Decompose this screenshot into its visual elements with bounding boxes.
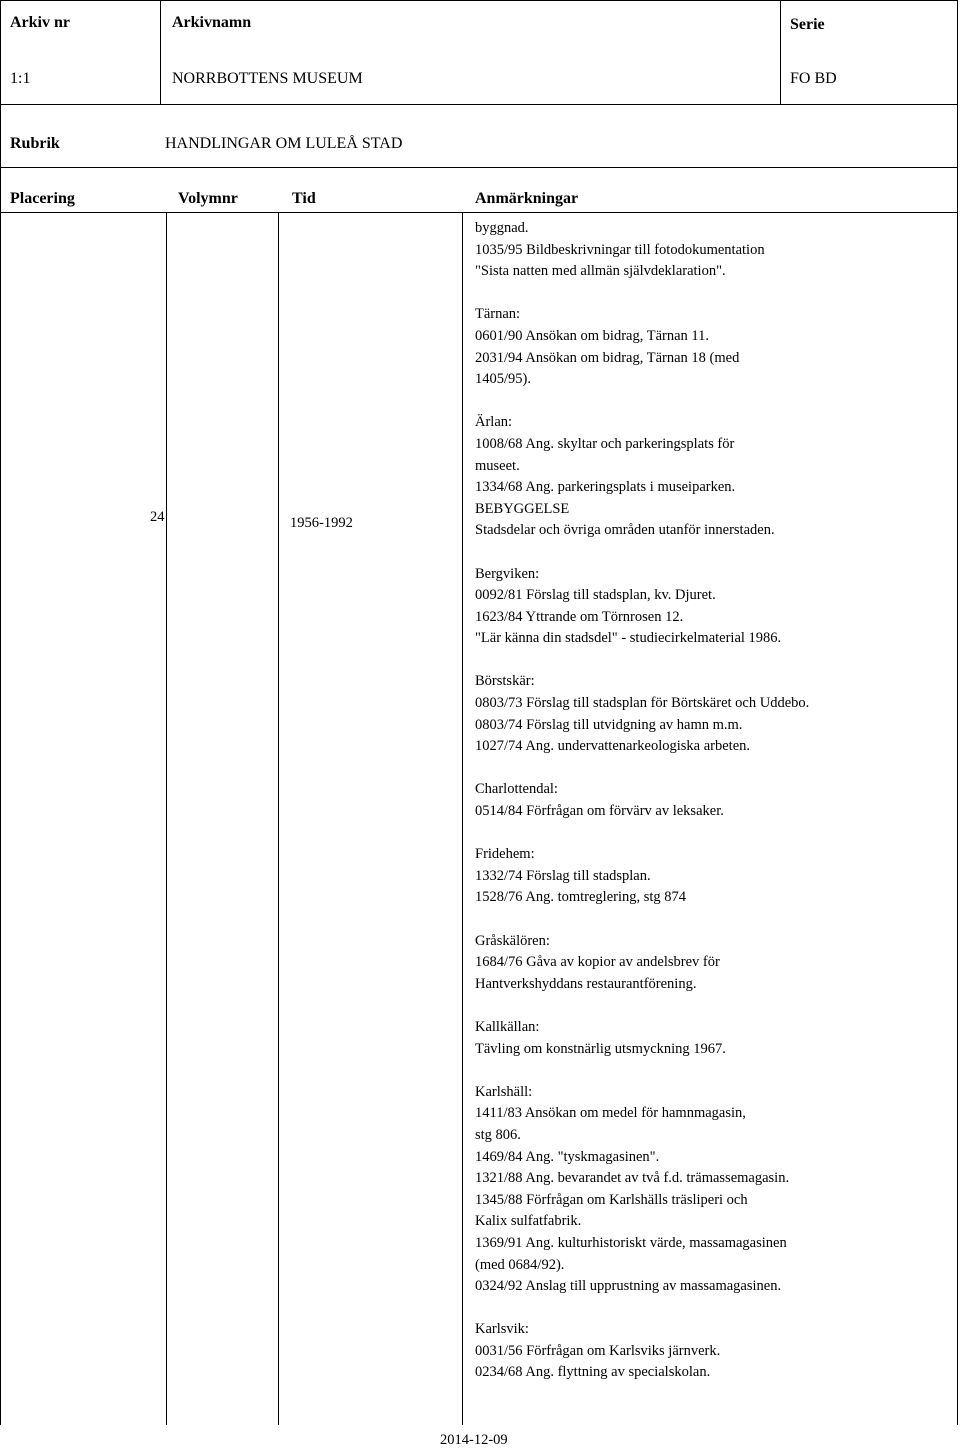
remark-line: Charlottendal:	[475, 781, 558, 798]
remark-line: 1623/84 Yttrande om Törnrosen 12.	[475, 608, 684, 625]
remark-line: 0031/56 Förfrågan om Karlsviks järnverk.	[475, 1342, 721, 1359]
body-right-border	[957, 213, 958, 1425]
remark-line: Kalix sulfatfabrik.	[475, 1213, 582, 1230]
remark-line: 1369/91 Ang. kulturhistoriskt värde, massamagasinen	[475, 1234, 787, 1251]
arkivnr-value: 1:1	[10, 70, 31, 87]
remark-line: Börstskär:	[475, 673, 535, 690]
body-col-divider-2	[278, 213, 279, 1425]
remark-line: Fridehem:	[475, 846, 535, 863]
rubrik-value: HANDLINGAR OM LULEÅ STAD	[165, 135, 403, 152]
header-divider-1	[0, 104, 958, 105]
remark-line: Tävling om konstnärlig utsmyckning 1967.	[475, 1040, 726, 1057]
footer-date: 2014-12-09	[440, 1432, 508, 1448]
remark-line: museet.	[475, 457, 520, 474]
remark-line: 0803/73 Förslag till stadsplan för Börtskäret och Uddebo.	[475, 695, 810, 712]
remark-line	[475, 1298, 945, 1320]
header-col-divider-2	[780, 0, 781, 104]
remark-line: Karlsvik:	[475, 1321, 529, 1338]
remark-line	[475, 995, 945, 1017]
remark-line: "Sista natten med allmän självdeklaration".	[475, 263, 726, 280]
remark-line: 1528/76 Ang. tomtreglering, stg 874	[475, 889, 687, 906]
placering-label: Placering	[10, 190, 75, 207]
tid-label: Tid	[292, 190, 316, 207]
remark-line	[475, 1060, 945, 1082]
rubrik-label: Rubrik	[10, 135, 60, 152]
remark-line: (med 0684/92).	[475, 1256, 565, 1273]
remark-line: 1405/95).	[475, 371, 531, 388]
remark-line: 1684/76 Gåva av kopior av andelsbrev för	[475, 954, 720, 971]
remark-line: Bergviken:	[475, 565, 540, 582]
remark-line	[475, 650, 945, 672]
remark-line: 1035/95 Bildbeskrivningar till fotodokumentation	[475, 241, 765, 258]
remark-line: Stadsdelar och övriga områden utanför innerstaden.	[475, 522, 775, 539]
remark-line	[475, 823, 945, 845]
remark-line: Hantverkshyddans restaurantförening.	[475, 975, 697, 992]
remark-line: 1332/74 Förslag till stadsplan.	[475, 867, 651, 884]
header-col-divider-1	[160, 0, 161, 104]
serie-label: Serie	[790, 16, 825, 33]
remark-line: 2031/94 Ansökan om bidrag, Tärnan 18 (med	[475, 349, 740, 366]
body-col-divider-1	[166, 213, 167, 1425]
remark-line: byggnad.	[475, 220, 529, 236]
remark-line: 1345/88 Förfrågan om Karlshälls träsliperi och	[475, 1191, 748, 1208]
volymnr-label: Volymnr	[178, 190, 238, 207]
tid-value: 1956-1992	[290, 515, 353, 531]
remark-line: 1469/84 Ang. "tyskmagasinen".	[475, 1148, 660, 1165]
remark-line: 0514/84 Förfrågan om förvärv av leksaker.	[475, 803, 724, 820]
remark-line	[475, 542, 945, 564]
volymnr-value: 24	[150, 509, 165, 525]
remark-line: 0092/81 Förslag till stadsplan, kv. Djuret.	[475, 587, 716, 604]
remark-line: 0324/92 Anslag till upprustning av massamagasinen.	[475, 1278, 782, 1295]
remark-line: Kallkällan:	[475, 1018, 540, 1035]
remark-line	[475, 283, 945, 305]
remark-line: "Lär känna din stadsdel" - studiecirkelmaterial 1986.	[475, 630, 782, 647]
remark-line: 1321/88 Ang. bevarandet av två f.d. trämassemagasin.	[475, 1170, 790, 1187]
remarks-list	[475, 218, 945, 1384]
remark-line: 0234/68 Ang. flyttning av specialskolan.	[475, 1364, 711, 1381]
remark-line: Karlshäll:	[475, 1083, 533, 1100]
arkivnr-label: Arkiv nr	[10, 14, 70, 31]
remark-line: 0601/90 Ansökan om bidrag, Tärnan 11.	[475, 327, 709, 344]
serie-value: FO BD	[790, 70, 837, 87]
arkivnamn-label: Arkivnamn	[172, 14, 252, 31]
remark-line: 1008/68 Ang. skyltar och parkeringsplats för	[475, 435, 735, 452]
remark-line: Tärnan:	[475, 306, 521, 323]
remark-line: 1411/83 Ansökan om medel för hamnmagasin,	[475, 1105, 746, 1122]
remark-line: stg 806.	[475, 1126, 521, 1143]
header-divider-2	[0, 167, 958, 168]
remark-line: 1334/68 Ang. parkeringsplats i museiparken.	[475, 479, 736, 496]
remark-line: Gråskälören:	[475, 932, 550, 949]
body-col-divider-3	[462, 213, 463, 1425]
anmarkningar-label: Anmärkningar	[475, 190, 579, 207]
remark-line: 1027/74 Ang. undervattenarkeologiska arbeten.	[475, 738, 751, 755]
remark-line	[475, 391, 945, 413]
remark-line	[475, 758, 945, 780]
remark-line	[475, 909, 945, 931]
remark-line: BEBYGGELSE	[475, 500, 570, 517]
remark-line: Ärlan:	[475, 414, 513, 431]
arkivnamn-value: NORRBOTTENS MUSEUM	[172, 70, 363, 87]
body-left-border	[0, 213, 1, 1425]
remark-line: 0803/74 Förslag till utvidgning av hamn m.m.	[475, 716, 743, 733]
